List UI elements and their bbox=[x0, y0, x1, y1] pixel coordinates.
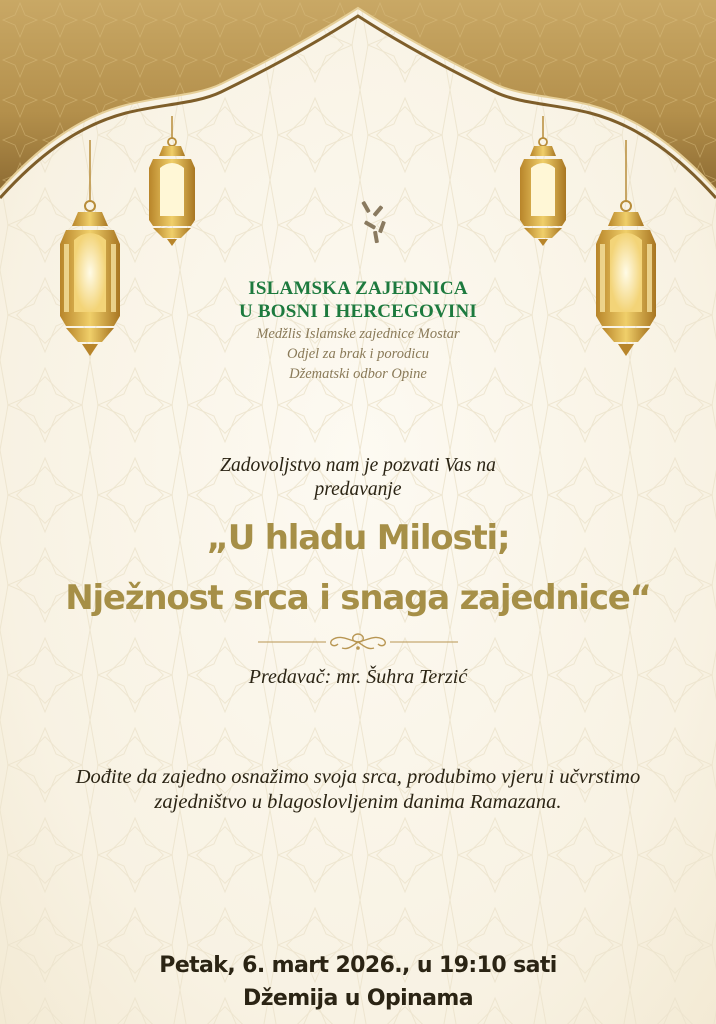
lantern-icon bbox=[145, 116, 199, 246]
invitation-line1: Zadovoljstvo nam je pozvati Vas na bbox=[220, 455, 496, 476]
lecturer-name: Predavač: mr. Šuhra Terzić bbox=[248, 666, 468, 688]
organization-sub-line1: Medžlis Islamske zajednice Mostar bbox=[256, 326, 460, 342]
message-line1: Dođite da zajedno osnažimo svoja srca, produbimo vjeru i učvrstimo bbox=[75, 766, 641, 788]
organization-name-line2: U BOSNI I HERCEGOVINI bbox=[238, 301, 478, 322]
ornament-divider-icon bbox=[258, 630, 458, 654]
crescent-logo-icon bbox=[318, 185, 400, 263]
lecture-title-line1: „U hladu Milosti; bbox=[206, 518, 510, 558]
organization-sub-line3: Džematski odbor Opine bbox=[289, 366, 427, 382]
organization-sub-line2: Odjel za brak i porodicu bbox=[286, 346, 430, 362]
lecture-title-line2: Nježnost srca i snaga zajednice“ bbox=[65, 578, 651, 618]
lantern-icon bbox=[516, 116, 570, 246]
invitation-line2: predavanje bbox=[314, 479, 402, 500]
event-location: Džemija u Opinama bbox=[243, 986, 473, 1011]
organization-name-line1: ISLAMSKA ZAJEDNICA bbox=[248, 278, 468, 299]
event-datetime: Petak, 6. mart 2026., u 19:10 sati bbox=[159, 953, 557, 978]
message-line2: zajedništvo u blagoslovljenim danima Ramazana. bbox=[154, 791, 562, 813]
